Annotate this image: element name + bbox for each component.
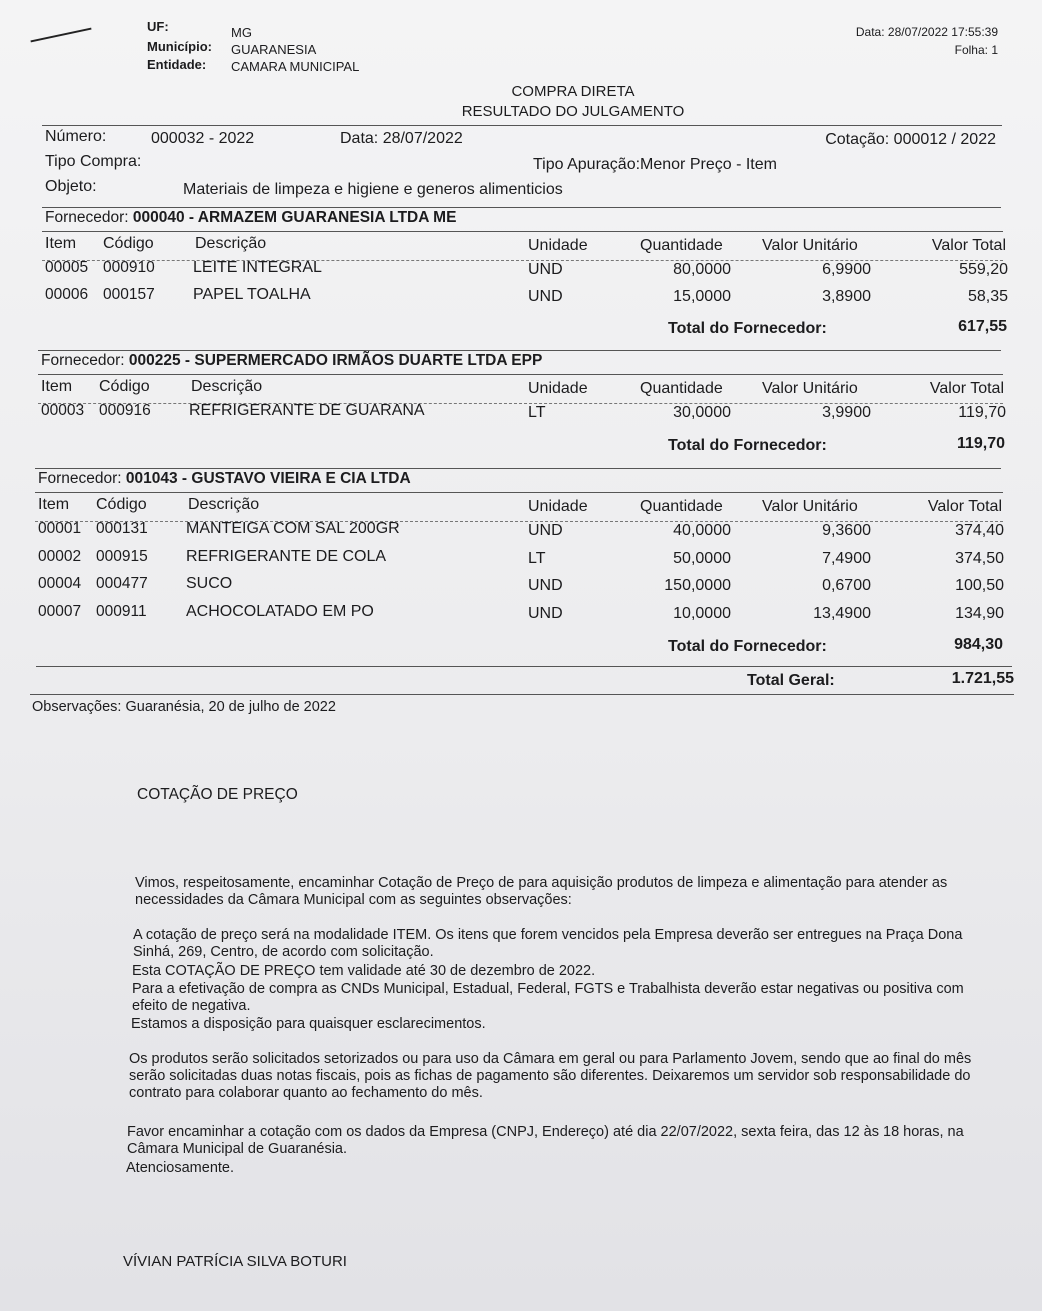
col-unidade: Unidade (528, 237, 588, 254)
row-valor-unitario: 7,4900 (822, 549, 871, 567)
row-valor-unitario: 13,4900 (813, 604, 871, 622)
supplier-header (41, 352, 542, 370)
divider (36, 666, 1012, 667)
col-valor-total: Valor Total (929, 380, 1004, 397)
fornecedor-label: Fornecedor: (41, 352, 125, 369)
col-quantidade: Quantidade (640, 380, 723, 397)
row-valor-total: 559,20 (959, 261, 1008, 278)
row-valor-unitario: 0,6700 (822, 577, 871, 594)
col-codigo: Código (99, 378, 150, 395)
supplier-divider (38, 374, 1003, 375)
col-descricao: Descrição (188, 496, 260, 513)
supplier-name: 000225 - SUPERMERCADO IRMÃOS DUARTE LTDA EPP (128, 352, 543, 369)
row-quantidade: 15,0000 (673, 287, 731, 305)
total-fornecedor-label: Total do Fornecedor: (668, 320, 827, 337)
col-valor-unitario: Valor Unitário (762, 237, 858, 254)
row-valor-unitario: 3,8900 (822, 287, 871, 305)
row-item: 00001 (38, 520, 82, 537)
col-descricao: Descrição (195, 235, 267, 252)
supplier-header (38, 470, 411, 488)
row-item: 00003 (41, 402, 85, 419)
row-codigo: 000915 (96, 547, 148, 565)
row-descricao: REFRIGERANTE DE COLA (186, 547, 387, 565)
row-valor-total: 58,35 (967, 287, 1008, 305)
signature-name: VÍVIAN PATRÍCIA SILVA BOTURI (123, 1253, 347, 1270)
divider (30, 694, 1014, 695)
row-item: 00002 (38, 547, 82, 565)
row-unidade: UND (528, 604, 563, 622)
row-descricao: PAPEL TOALHA (193, 285, 311, 303)
objeto-value: Materiais de limpeza e higiene e generos alimenticios (183, 181, 563, 198)
row-codigo: 000916 (99, 402, 151, 419)
info-date: Data: 28/07/2022 (340, 130, 463, 147)
fornecedor-label: Fornecedor: (38, 470, 122, 487)
divider (42, 125, 1002, 126)
row-quantidade: 30,0000 (673, 404, 731, 421)
row-codigo: 000131 (96, 520, 148, 537)
municipio-label: Município: (147, 39, 212, 54)
supplier-divider (35, 468, 1001, 469)
letter-disposicao: Estamos a disposição para quaisquer esclarecimentos. (131, 1016, 486, 1032)
supplier-divider (42, 207, 1001, 208)
total-geral-label: Total Geral: (747, 672, 835, 689)
row-valor-total: 374,50 (955, 549, 1004, 567)
row-codigo: 000911 (96, 602, 147, 620)
row-unidade: UND (528, 287, 563, 305)
col-codigo: Código (103, 235, 154, 252)
supplier-divider (38, 350, 1001, 351)
row-descricao: SUCO (186, 575, 233, 592)
row-descricao: LEITE INTEGRAL (193, 259, 322, 276)
col-unidade: Unidade (528, 380, 588, 397)
row-quantidade: 10,0000 (673, 604, 731, 622)
row-quantidade: 80,0000 (673, 261, 731, 278)
row-valor-unitario: 3,9900 (822, 404, 871, 421)
col-valor-total: Valor Total (927, 498, 1002, 515)
col-valor-total: Valor Total (931, 237, 1006, 254)
col-valor-unitario: Valor Unitário (762, 380, 858, 397)
cotacao-value: Cotação: 000012 / 2022 (825, 131, 996, 148)
row-unidade: UND (528, 261, 563, 278)
row-valor-unitario: 6,9900 (822, 261, 871, 278)
row-valor-unitario: 9,3600 (822, 522, 871, 539)
row-quantidade: 40,0000 (673, 522, 731, 539)
row-valor-total: 100,50 (955, 577, 1004, 594)
supplier-name: 001043 - GUSTAVO VIEIRA E CIA LTDA (125, 470, 411, 487)
total-geral-value: 1.721,55 (951, 670, 1014, 687)
total-fornecedor-label: Total do Fornecedor: (668, 638, 827, 655)
pen-mark-icon (30, 28, 91, 43)
letter-heading: COTAÇÃO DE PREÇO (137, 786, 298, 803)
row-valor-total: 119,70 (958, 404, 1006, 421)
col-codigo: Código (96, 496, 147, 513)
supplier-divider (35, 492, 1003, 493)
letter-paragraph-2: A cotação de preço será na modalidade ITEM. Os itens que forem vencidos pela Empresa deverão ser entregues na Praça Dona Sinhá, 269, Centro, de acordo com solicitação. (133, 927, 963, 960)
row-descricao: MANTEIGA COM SAL 200GR (186, 520, 400, 537)
observacoes (32, 699, 336, 715)
row-codigo: 000910 (103, 259, 155, 276)
row-descricao: ACHOCOLATADO EM PO (186, 602, 374, 620)
letter-paragraph-3: Os produtos serão solicitados setorizados ou para uso da Câmara em geral ou para Parlamento Jovem, sendo que ao final do mês serão solicitadas duas notas fiscais, pois as fichas de pagamento são diferentes. Deixaremos um servidor sob responsabilidade do contrato para colaborar quanto ao fechamento do mês. (129, 1051, 972, 1101)
row-unidade: LT (528, 549, 546, 567)
municipio-value: GUARANESIA (231, 42, 317, 57)
total-fornecedor-label: Total do Fornecedor: (668, 437, 827, 454)
print-date: Data: 28/07/2022 17:55:39 (855, 25, 998, 39)
row-descricao: REFRIGERANTE DE GUARANA (189, 402, 425, 419)
supplier-name: 000040 - ARMAZEM GUARANESIA LTDA ME (132, 209, 457, 226)
numero-label: Número: (45, 128, 107, 145)
letter-validity: Esta COTAÇÃO DE PREÇO tem validade até 30 de dezembro de 2022. (132, 963, 596, 979)
row-quantidade: 150,0000 (664, 577, 731, 594)
row-quantidade: 50,0000 (673, 549, 731, 567)
letter-paragraph-4: Favor encaminhar a cotação com os dados da Empresa (CNPJ, Endereço) até dia 22/07/2022, sexta feira, das 12 às 18 horas, na Câmara Municipal de Guaranésia. (127, 1124, 964, 1157)
total-fornecedor-value: 119,70 (956, 435, 1005, 452)
doc-subtitle: RESULTADO DO JULGAMENTO (461, 103, 685, 120)
row-codigo: 000477 (96, 575, 148, 592)
row-item: 00004 (38, 575, 82, 592)
entidade-label: Entidade: (147, 57, 207, 72)
row-unidade: LT (528, 404, 546, 421)
row-unidade: UND (528, 577, 563, 594)
uf-label: UF: (147, 19, 169, 34)
uf-value: MG (231, 25, 252, 40)
entidade-value: CAMARA MUNICIPAL (231, 59, 360, 74)
col-quantidade: Quantidade (640, 237, 723, 254)
numero-value: 000032 - 2022 (151, 130, 255, 147)
row-valor-total: 374,40 (955, 522, 1004, 539)
letter-paragraph-1: Vimos, respeitosamente, encaminhar Cotação de Preço de para aquisição produtos de limpeza e alimentação para atender as necessidades da Câmara Municipal com as seguintes observações: (135, 875, 948, 908)
row-valor-total: 134,90 (955, 604, 1004, 622)
page-number: Folha: 1 (954, 43, 998, 57)
observacoes-label: Observações: (32, 699, 122, 715)
supplier-header (45, 209, 456, 227)
col-descricao: Descrição (191, 378, 263, 395)
letter-closing: Atenciosamente. (126, 1160, 235, 1176)
supplier-divider (42, 231, 1003, 232)
row-item: 00005 (45, 259, 89, 276)
observacoes-value: Guaranésia, 20 de julho de 2022 (125, 699, 336, 715)
letter-cnd: Para a efetivação de compra as CNDs Municipal, Estadual, Federal, FGTS e Trabalhista deverão estar negativas ou positiva com efeito de negativa. (132, 981, 964, 1014)
row-codigo: 000157 (103, 285, 155, 303)
row-item: 00006 (45, 285, 89, 303)
row-unidade: UND (528, 522, 563, 539)
row-item: 00007 (38, 602, 82, 620)
total-fornecedor-value: 617,55 (958, 318, 1007, 335)
objeto-label: Objeto: (45, 178, 97, 195)
col-valor-unitario: Valor Unitário (762, 498, 858, 515)
fornecedor-label: Fornecedor: (45, 209, 129, 226)
doc-title: COMPRA DIRETA (511, 83, 635, 100)
col-item: Item (45, 235, 77, 252)
tipo-compra-label: Tipo Compra: (45, 153, 142, 170)
tipo-apuracao: Tipo Apuração:Menor Preço - Item (533, 156, 777, 173)
col-quantidade: Quantidade (640, 498, 723, 515)
col-item: Item (41, 378, 73, 395)
col-unidade: Unidade (528, 498, 588, 515)
total-fornecedor-value: 984,30 (954, 636, 1003, 653)
col-item: Item (38, 496, 70, 513)
